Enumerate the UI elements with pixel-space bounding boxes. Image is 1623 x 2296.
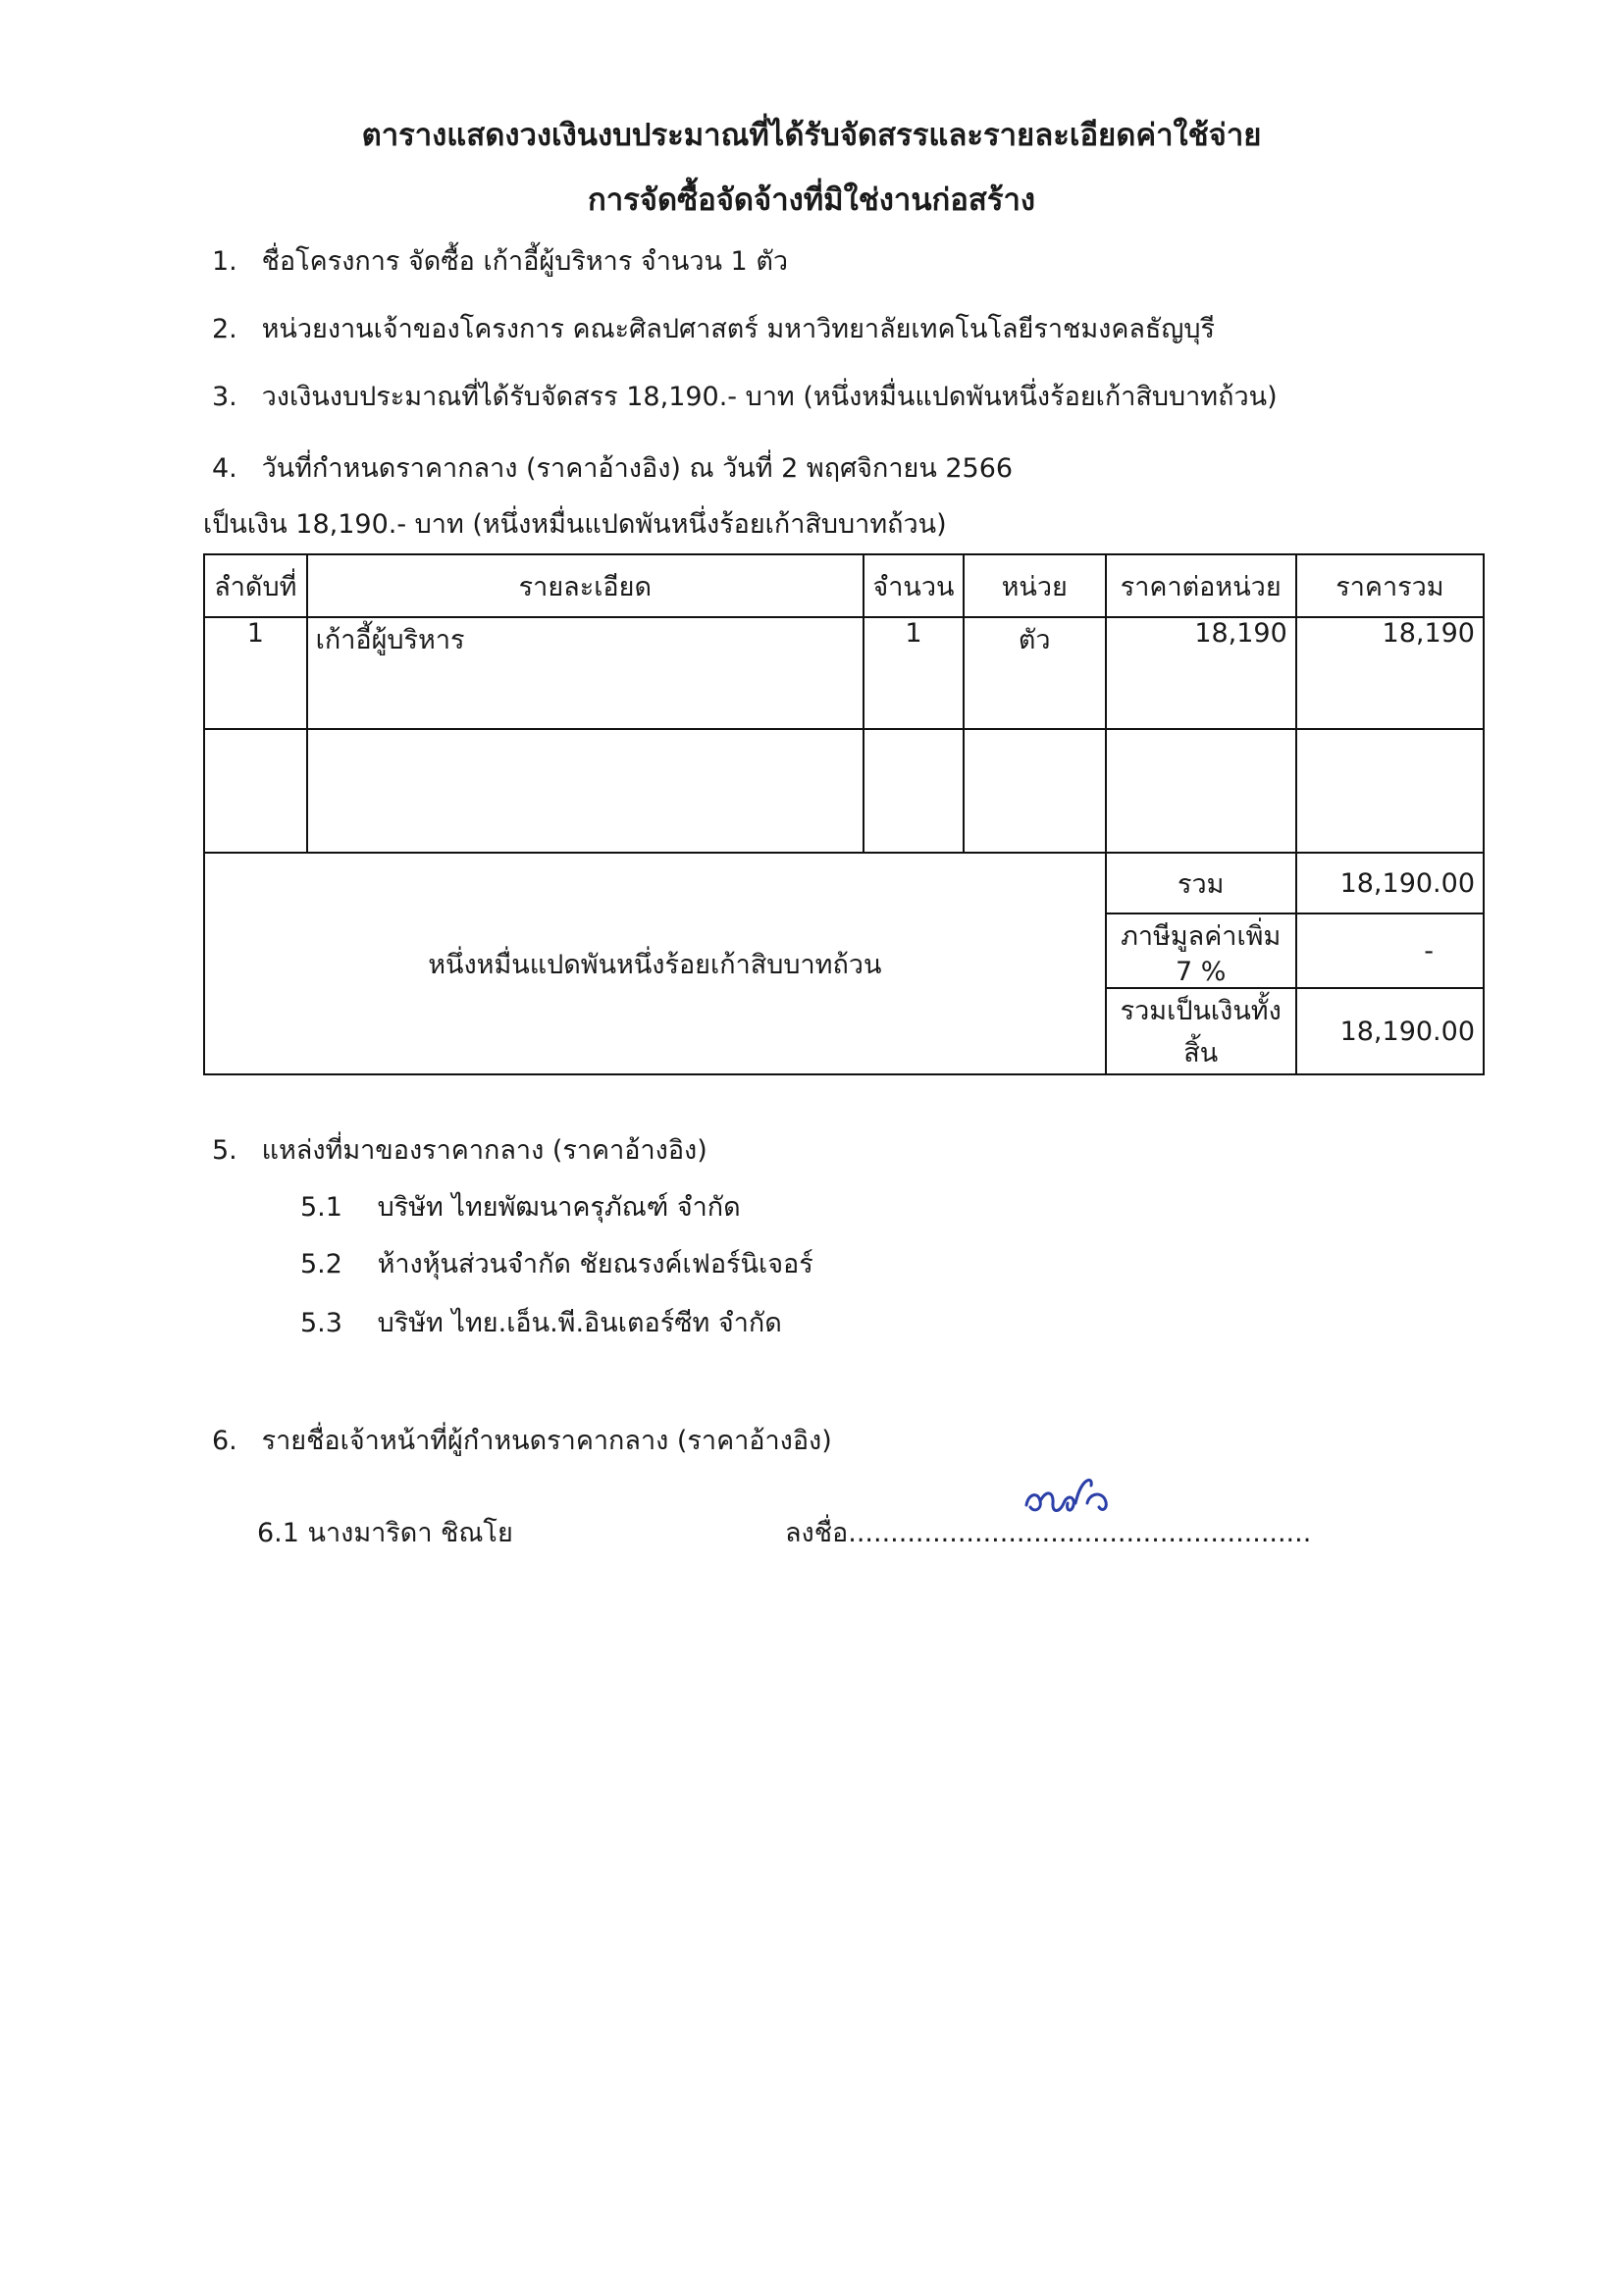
item-text: วันที่กำหนดราคากลาง (ราคาอ้างอิง) ณ วันที่ 2 พฤศจิกายน 2566 xyxy=(261,453,1014,484)
budget-table xyxy=(203,553,1485,1075)
item-text: หน่วยงานเจ้าของโครงการ คณะศิลปศาสตร์ มหาวิทยาลัยเทคโนโลยีราชมงคลธัญบุรี xyxy=(261,314,1216,344)
source-item xyxy=(300,1301,782,1343)
empty-cell xyxy=(1106,729,1296,853)
empty-cell xyxy=(864,729,964,853)
header-unit: หน่วย xyxy=(964,554,1106,617)
row-quantity: 1 xyxy=(864,617,964,729)
section-5-heading xyxy=(212,1128,707,1171)
summary-label: ภาษีมูลค่าเพิ่ม 7 % xyxy=(1106,913,1296,988)
summary-row-subtotal xyxy=(204,853,1484,913)
section-number: 6. xyxy=(212,1426,237,1456)
item-number: 2. xyxy=(212,314,237,344)
summary-value: 18,190.00 xyxy=(1296,853,1484,913)
section-title: รายชื่อเจ้าหน้าที่ผู้กำหนดราคากลาง (ราคาอ้างอิง) xyxy=(261,1426,832,1456)
header-quantity: จำนวน xyxy=(864,554,964,617)
source-item xyxy=(300,1242,813,1284)
official-name: 6.1 นางมาริดา ชิณโย xyxy=(257,1518,513,1548)
row-index: 1 xyxy=(204,617,307,729)
section-title: แหล่งที่มาของราคากลาง (ราคาอ้างอิง) xyxy=(261,1135,707,1166)
summary-label: รวมเป็นเงินทั้งสิ้น xyxy=(1106,988,1296,1074)
source-text: ห้างหุ้นส่วนจำกัด ชัยณรงค์เฟอร์นิเจอร์ xyxy=(377,1249,813,1279)
header-index: ลำดับที่ xyxy=(204,554,307,617)
row-unit: ตัว xyxy=(964,617,1106,729)
signature-line: ลงชื่อ....................................................... xyxy=(785,1518,1312,1548)
amount-in-words: หนึ่งหมื่นแปดพันหนึ่งร้อยเก้าสิบบาทถ้วน xyxy=(204,853,1106,1074)
item-2 xyxy=(212,307,1215,349)
item-3 xyxy=(212,375,1278,417)
section-number: 5. xyxy=(212,1135,237,1166)
handwritten-signature xyxy=(1021,1470,1128,1529)
source-item xyxy=(300,1185,741,1227)
table-row xyxy=(204,617,1484,729)
summary-value: 18,190.00 xyxy=(1296,988,1484,1074)
empty-cell xyxy=(307,729,864,853)
item-text: ชื่อโครงการ จัดซื้อ เก้าอี้ผู้บริหาร จำนวน 1 ตัว xyxy=(261,246,789,277)
summary-label: รวม xyxy=(1106,853,1296,913)
document-title-line2: การจัดซื้อจัดจ้างที่มิใช่งานก่อสร้าง xyxy=(587,183,1036,218)
item-text: วงเงินงบประมาณที่ได้รับจัดสรร 18,190.- บาท (หนึ่งหมื่นแปดพันหนึ่งร้อยเก้าสิบบาทถ้วน) xyxy=(261,382,1278,412)
table-row-empty xyxy=(204,729,1484,853)
item-number: 1. xyxy=(212,246,237,277)
header-description: รายละเอียด xyxy=(307,554,864,617)
section-6-heading xyxy=(212,1419,832,1461)
row-unit-price: 18,190 xyxy=(1106,617,1296,729)
document-title-line1: ตารางแสดงวงเงินงบประมาณที่ได้รับจัดสรรและรายละเอียดค่าใช้จ่าย xyxy=(361,118,1262,153)
source-number: 5.1 xyxy=(300,1192,342,1223)
item-number: 3. xyxy=(212,382,237,412)
item-4 xyxy=(212,446,1013,489)
empty-cell xyxy=(204,729,307,853)
item-1 xyxy=(212,239,788,282)
source-number: 5.3 xyxy=(300,1308,342,1338)
summary-value: - xyxy=(1296,913,1484,988)
empty-cell xyxy=(964,729,1106,853)
source-text: บริษัท ไทยพัฒนาครุภัณฑ์ จำกัด xyxy=(377,1192,741,1223)
header-unit-price: ราคาต่อหน่วย xyxy=(1106,554,1296,617)
amount-line: เป็นเงิน 18,190.- บาท (หนึ่งหมื่นแปดพันหนึ่งร้อยเก้าสิบบาทถ้วน) xyxy=(203,509,947,540)
header-total: ราคารวม xyxy=(1296,554,1484,617)
row-description: เก้าอี้ผู้บริหาร xyxy=(307,617,864,729)
source-number: 5.2 xyxy=(300,1249,342,1279)
empty-cell xyxy=(1296,729,1484,853)
item-number: 4. xyxy=(212,453,237,484)
source-text: บริษัท ไทย.เอ็น.พี.อินเตอร์ซีท จำกัด xyxy=(377,1308,782,1338)
row-total: 18,190 xyxy=(1296,617,1484,729)
table-header-row xyxy=(204,554,1484,617)
